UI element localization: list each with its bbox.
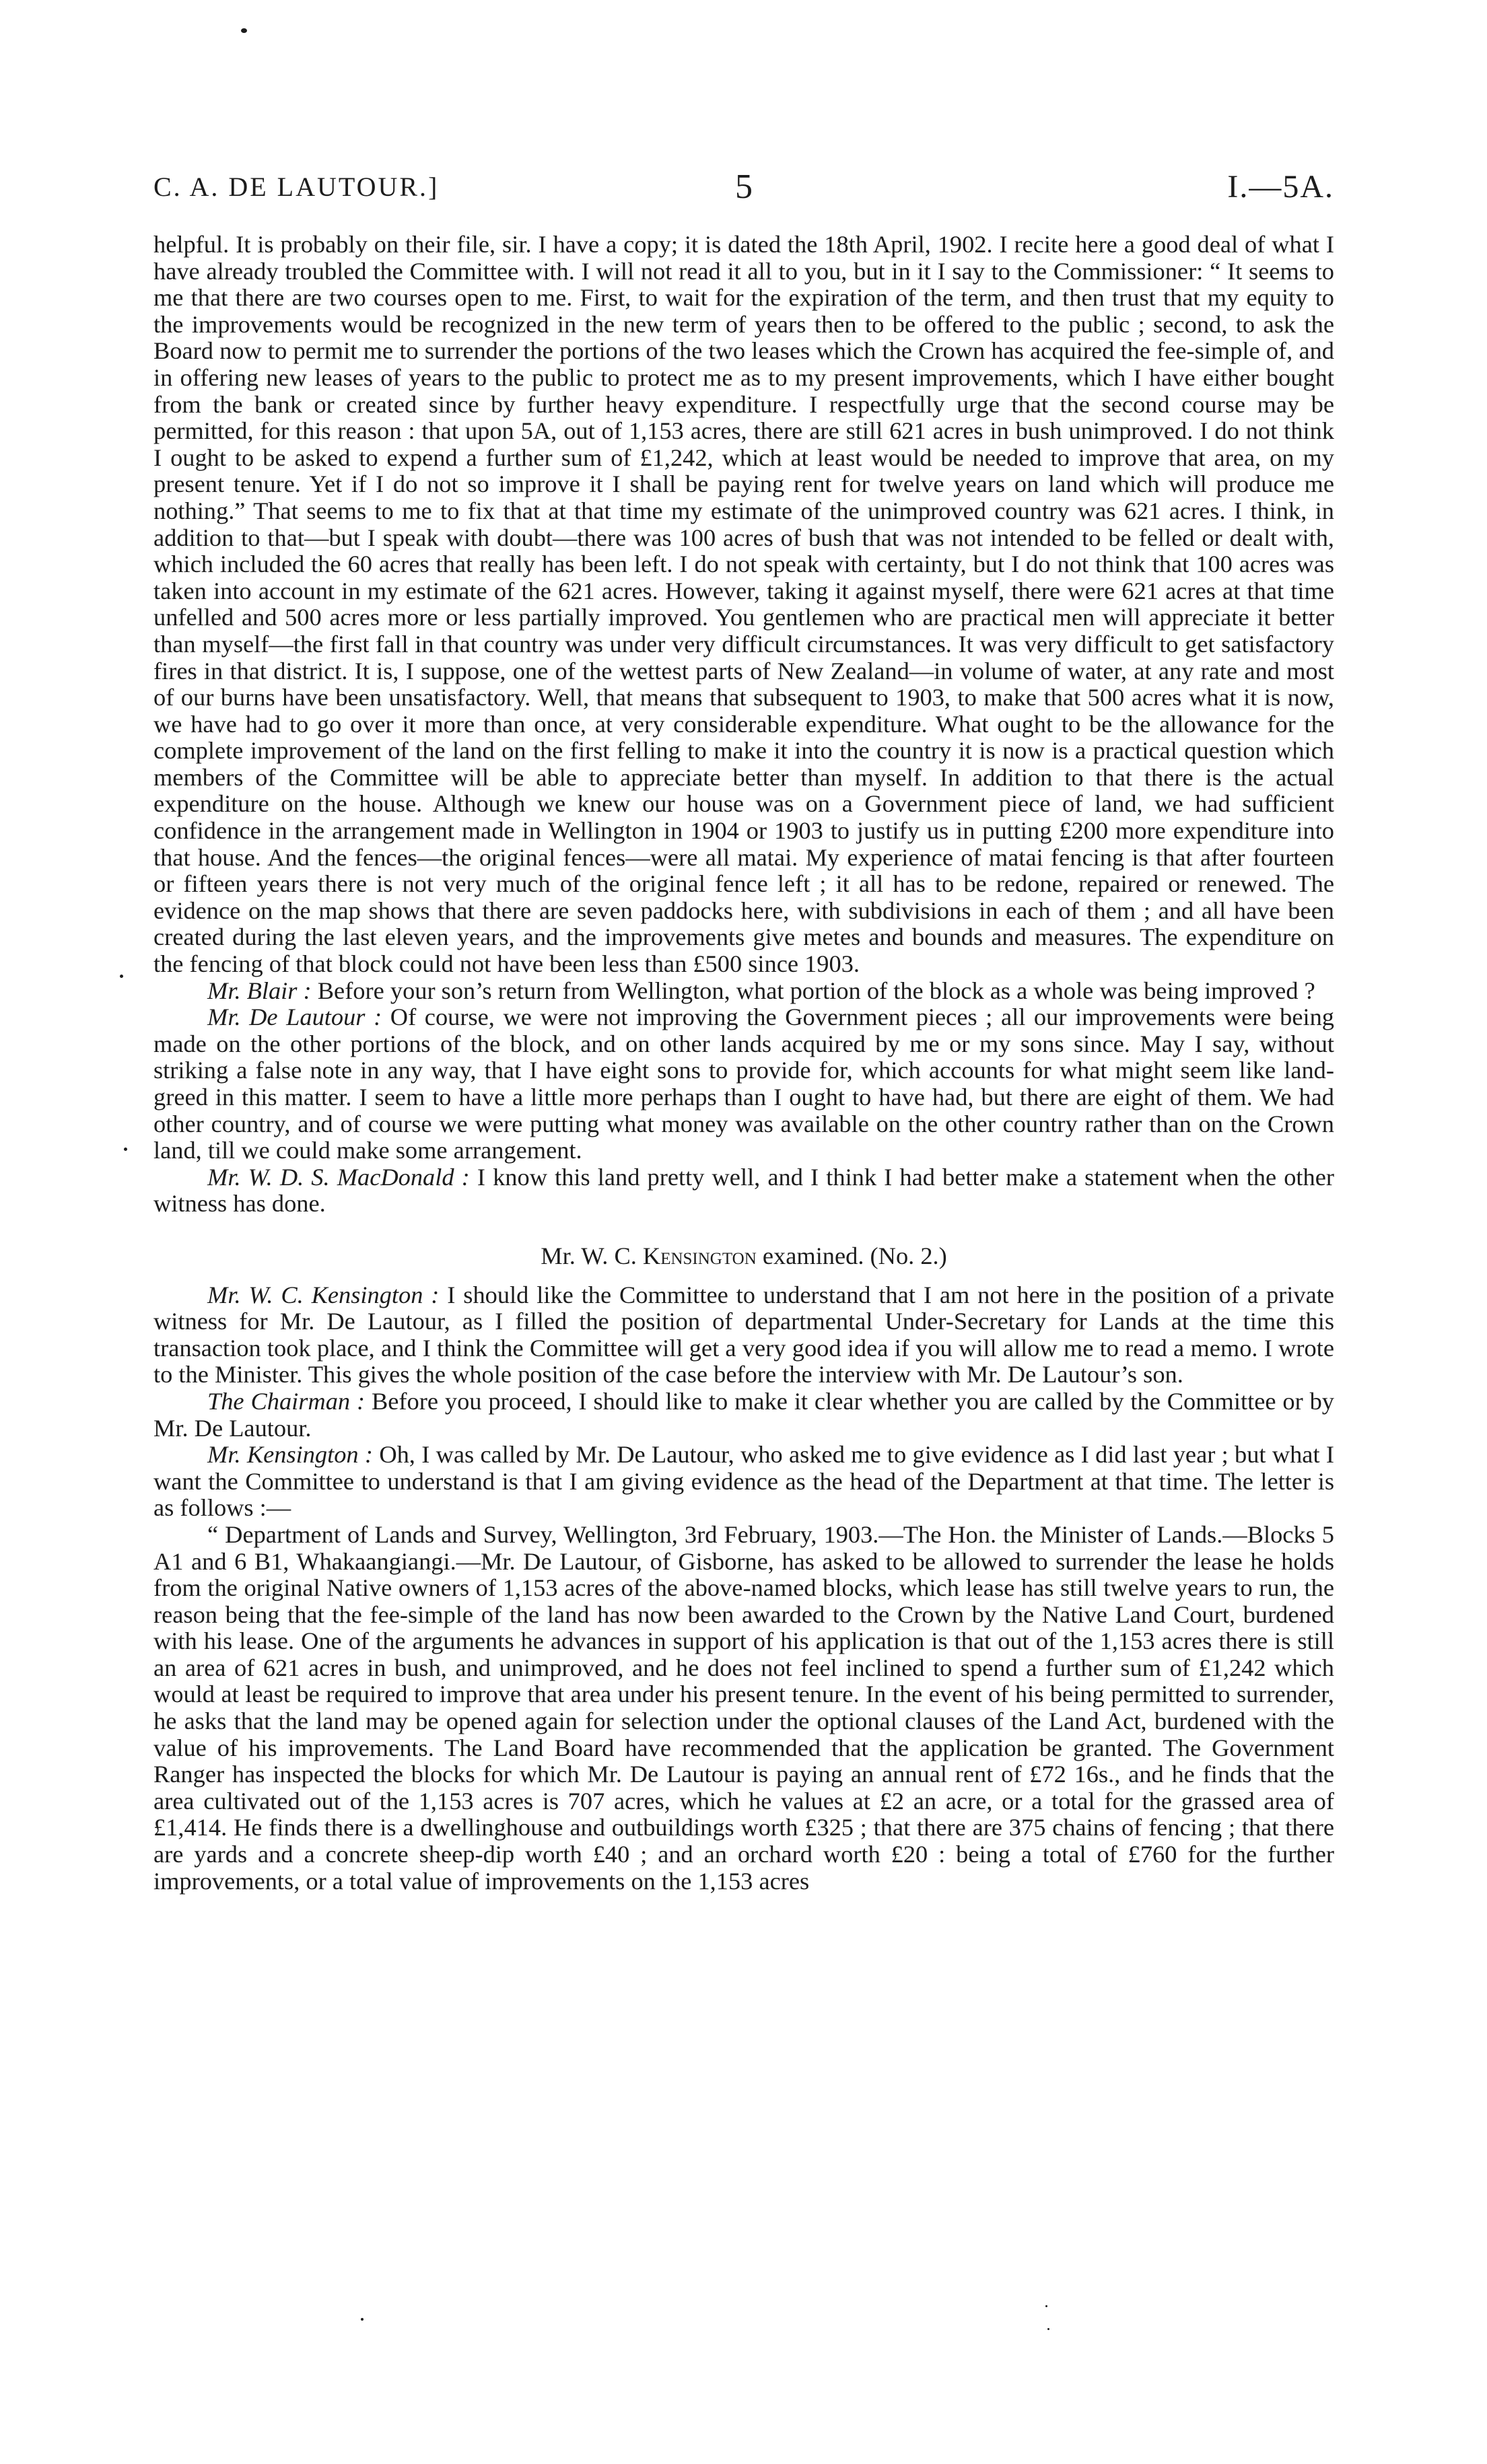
heading-suffix: examined. (No. 2.) (756, 1242, 947, 1269)
speaker-label: Mr. W. D. S. MacDonald : (207, 1163, 470, 1191)
section-heading (153, 1243, 1334, 1270)
ink-speck (1047, 2328, 1049, 2330)
paragraph-text: I should like the Committee to understand that I am not here in the position of a private witness for Mr. De Lautour, as I filled the position of departmental Under-Secretary for Lands at the time this transaction took place, and I think the Committee will get a very good idea if you will allow me to read a memo. I wrote to the Minister. This gives the whole position of the case before the interview with Mr. De Lautour’s son. (153, 1281, 1334, 1388)
ink-speck (241, 28, 247, 33)
paragraph-text: Oh, I was called by Mr. De Lautour, who asked me to give evidence as I did last year ; but what I want the Committee to understand is that I am giving evidence as the head of the Department at that time. The letter is as follows :— (153, 1441, 1334, 1522)
paragraph-text: I know this land pretty well, and I think I had better make a statement when the other witness has done. (153, 1163, 1334, 1218)
paragraph-kensington-2 (153, 1442, 1334, 1522)
header-author: C. A. DE LAUTOUR.] (153, 172, 440, 202)
ink-speck (1045, 2305, 1047, 2307)
paragraph-letter: “ Department of Lands and Survey, Wellington, 3rd February, 1903.—The Hon. the Minister of Lands.—Blocks 5 A1 and 6 B1, Whakaangiangi.—Mr. De Lautour, of Gisborne, has asked to be allowed to surrender the lease he holds from the original Native owners of 1,153 acres of the above-named blocks, which lease has still twelve years to run, the reason being that the fee-simple of the land has now been awarded to the Crown by the Native Land Court, burdened with his lease. One of the arguments he advances in support of his application is that out of the 1,153 acres there is still an area of 621 acres in bush, and unimproved, and he does not feel inclined to spend a further sum of £1,242 which would at least be required to improve that area under his present tenure. In the event of his being permitted to surrender, he asks that the land may be opened again for selection under the optional clauses of the Land Act, burdened with the value of his improvements. The Land Board have recommended that the application be granted. The Government Ranger has inspected the blocks for which Mr. De Lautour is paying an annual rent of £72 16s., and he finds that the area cultivated out of the 1,153 acres is 707 acres, which he values at £2 an acre, or a total for the grassed area of £1,414. He finds there is a dwellinghouse and outbuildings worth £325 ; that there are 375 chains of fencing ; that there are yards and a concrete sheep-dip worth £40 ; and an orchard worth £20 : being a total of £760 for the further improvements, or a total value of improvements on the 1,153 acres (153, 1520, 1334, 1895)
paragraph-chairman (153, 1388, 1334, 1442)
ink-speck (361, 2318, 364, 2321)
paragraph-text: Before your son’s return from Wellington, what portion of the block as a whole was being improved ? (311, 977, 1315, 1004)
speaker-label: The Chairman : (207, 1387, 366, 1415)
paragraph-continuation: helpful. It is probably on their file, sir. I have a copy; it is dated the 18th April, 1902. I recite here a good deal of what I have already troubled the Committee with. I will not read it all to you, but in it I say to the Commissioner: “ It seems to me that there are two courses open to me. First, to wait for the expiration of the term, and then trust that my equity to the improvements would be recognized in the new term of years then to be offered to the public ; second, to ask the Board now to permit me to surrender the portions of the two leases which the Crown has acquired the fee-simple of, and in offering new leases of years to the public to protect me as to my present improvements, which I have either bought from the bank or created since by further heavy expenditure. I respectfully urge that the second course may be permitted, for this reason : that upon 5A, out of 1,153 acres, there are still 621 acres in bush unimproved. I do not think I ought to be asked to expend a further sum of £1,242, which at least would be needed to improve that area, on my present tenure. Yet if I do not so improve it I shall be paying rent for twelve years on land which will produce me nothing.” That seems to me to fix that at that time my estimate of the unimproved country was 621 acres. I think, in addition to that—but I speak with doubt—there was 100 acres of bush that was not intended to be felled or dealt with, which included the 60 acres that really has been left. I do not speak with certainty, but I do not think that 100 acres was taken into account in my estimate of the 621 acres. However, taking it against myself, there were 621 acres at that time unfelled and 500 acres more or less partially improved. You gentlemen who are practical men will appreciate it better than myself—the first fall in that country was under very difficult circumstances. It was very difficult to get satisfactory fires in that district. It is, I suppose, one of the wettest parts of New Zealand—in volume of water, at any rate and most of our burns have been unsatisfactory. Well, that means that subsequent to 1903, to make that 500 acres what it is now, we have had to go over it more than once, at very considerable expenditure. What ought to be the allowance for the complete improvement of the land on the first felling to make it into the country it is now is a practical question which members of the Committee will be able to appreciate better than myself. In addition to that there is the actual expenditure on the house. Although we knew our house was on a Government piece of land, we had sufficient confidence in the arrangement made in Wellington in 1904 or 1903 to justify us in putting £200 more expenditure into that house. And the fences—the original fences—were all matai. My experience of matai fencing is that after fourteen or fifteen years there is not very much of the original fence left ; it all has to be redone, repaired or renewed. The evidence on the map shows that there are seven paddocks here, with subdivisions in each of them ; and all have been created during the last eleven years, and the improvements give metes and bounds and measures. The expenditure on the fencing of that block could not have been less than £500 since 1903. (153, 231, 1334, 978)
page-number: 5 (735, 168, 753, 206)
running-head (153, 167, 1334, 207)
paragraph-kensington-1 (153, 1282, 1334, 1388)
paragraph-text: Of course, we were not improving the Government pieces ; all our improvements were being made on the other portions of the block, and on other lands acquired by me or my sons since. May I say, without striking a false note in any way, that I have eight sons to provide for, which accounts for what might seem like land-greed in this matter. I seem to have a little more perhaps than I ought to have had, but there are eight of them. We had other country, and of course we were putting what money was available on the other country rather than on the Crown land, till we could make some arrangement. (153, 1004, 1334, 1164)
ink-speck (120, 975, 123, 978)
heading-prefix: Mr. W. C. (541, 1242, 643, 1269)
paragraph-text: Before you proceed, I should like to make it clear whether you are called by the Committee or by Mr. De Lautour. (153, 1387, 1334, 1442)
heading-name: Kensington (642, 1242, 757, 1269)
speaker-label: Mr. W. C. Kensington : (207, 1281, 440, 1308)
ink-speck (124, 1148, 127, 1151)
paragraph-de-lautour (153, 1004, 1334, 1164)
speaker-label: Mr. De Lautour : (207, 1004, 382, 1031)
speaker-label: Mr. Kensington : (207, 1441, 374, 1469)
document-reference: I.—5A. (1227, 169, 1334, 205)
paragraph-blair (153, 978, 1334, 1005)
body-text (153, 232, 1334, 1895)
paragraph-macdonald (153, 1164, 1334, 1218)
speaker-label: Mr. Blair : (207, 977, 312, 1004)
